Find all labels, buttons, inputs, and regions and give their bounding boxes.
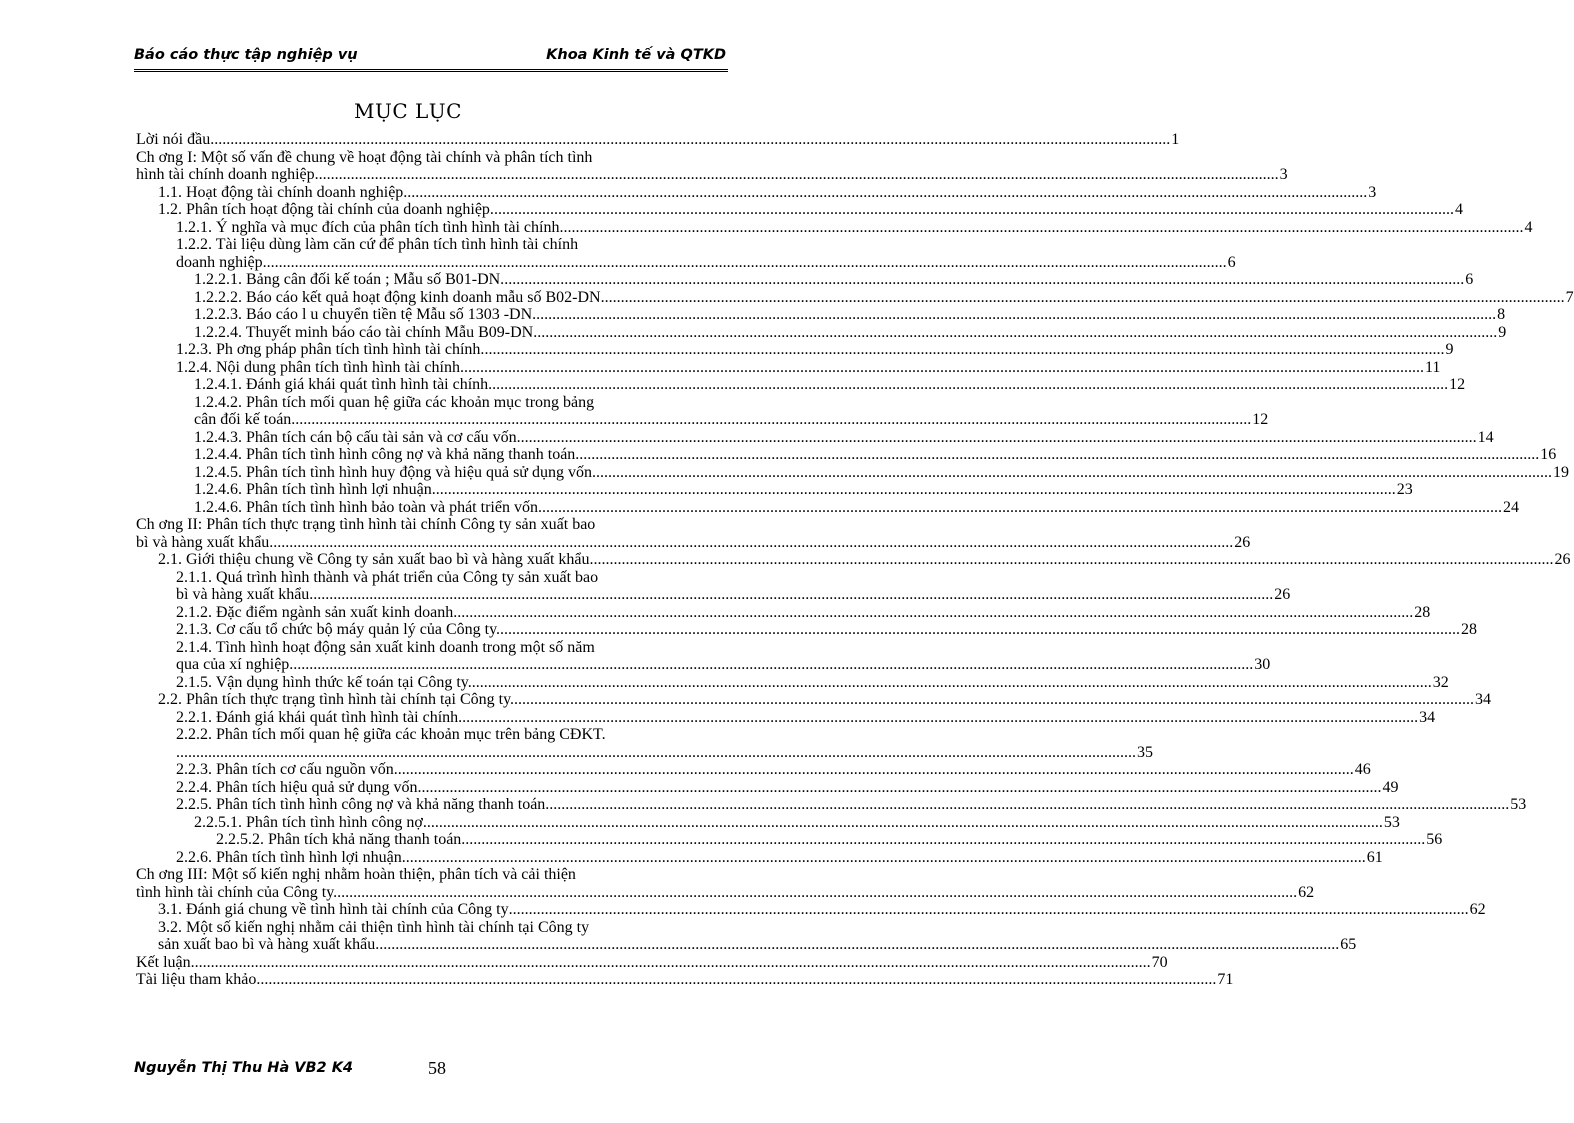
toc-dot-leader [472, 674, 1432, 692]
toc-dot-leader [509, 901, 1469, 919]
toc-dot-leader [536, 306, 1496, 324]
footer-page-number: 58 [428, 1058, 446, 1078]
toc-entry-title: 2.2. Phân tích thực trạng tình hình tài chính tại Công ty. [158, 691, 515, 708]
toc-entry-title: hình tài chính doanh nghiệp. [136, 166, 319, 183]
toc-entry[interactable] [136, 341, 1454, 359]
toc-entry-title: Tài liệu tham khảo [136, 971, 257, 988]
toc-entry[interactable] [136, 323, 1507, 342]
toc-entry-title: 1.2.4.6. Phân tích tình hình bảo toàn và phát triển vốn. [194, 498, 542, 516]
toc-entry-title-line1: Ch ơng II: Phân tích thực trạng tình hình tài chính Công ty sản xuất bao [136, 516, 596, 533]
toc-dot-leader [422, 779, 1382, 797]
toc-dot-leader [464, 359, 1424, 377]
toc-entry-title: 2.2.5.1. Phân tích tình hình công nợ [194, 813, 423, 831]
toc-entry[interactable] [136, 463, 1569, 482]
toc-entry-title: 1.2.4.3. Phân tích cán bộ cấu tài sản và cơ cấu vốn [194, 428, 517, 446]
toc-dot-leader [291, 411, 1251, 429]
toc-dot-leader [514, 691, 1474, 709]
toc-entry[interactable] [136, 796, 1527, 814]
toc-dot-leader [337, 884, 1297, 902]
toc-entry-title: 1.2.1. Ý nghĩa và mục đích của phân tích tình hình tài chính. [176, 218, 564, 236]
toc-dot-leader [594, 551, 1554, 569]
toc-entry[interactable] [136, 953, 1168, 972]
toc-entry-title-line1: 1.2.4.2. Phân tích mối quan hệ giữa các khoản mục trong bảng [194, 393, 595, 411]
toc-entry-page: 34 [1419, 708, 1436, 726]
toc-entry-page: 34 [1475, 691, 1492, 708]
toc-entry-title: 1.2. Phân tích hoạt động tài chính của doanh nghiệp. [158, 201, 494, 218]
toc-entry[interactable] [136, 603, 1431, 622]
toc-entry-title: tình hình tài chính của Công ty. [136, 883, 338, 901]
toc-entry-page: 9 [1445, 341, 1454, 358]
toc-dot-leader [210, 131, 1170, 149]
toc-entry-page: 23 [1396, 481, 1413, 498]
toc-dot-leader [319, 166, 1279, 184]
toc-entry-page: 19 [1552, 463, 1569, 481]
toc-dot-leader [517, 429, 1477, 447]
toc-entry[interactable] [136, 131, 1180, 149]
toc-entry-page: 26 [1234, 533, 1251, 551]
header-divider [134, 69, 728, 72]
toc-entry-title: 1.1. Hoạt động tài chính doanh nghiệp. [158, 183, 408, 201]
toc-entry-title-line1: 1.2.2. Tài liệu dùng làm căn cứ để phân tích tình hình tài chính [176, 236, 579, 253]
toc-entry[interactable] [136, 726, 1153, 761]
toc-entry-title: bì và hàng xuất khẩu. [176, 586, 314, 603]
toc-entry[interactable] [136, 516, 1251, 551]
toc-entry[interactable] [136, 621, 1478, 639]
footer-author: Nguyễn Thị Thu Hà VB2 K4 [134, 1060, 354, 1076]
toc-dot-leader [500, 621, 1460, 639]
toc-entry-title: Kết luận [136, 953, 191, 971]
toc-entry-title: 2.1.5. Vận dụng hình thức kế toán tại Công ty. [176, 673, 472, 691]
toc-entry-page: 62 [1298, 883, 1315, 901]
toc-entry-page: 32 [1432, 673, 1449, 691]
toc-entry[interactable] [136, 568, 1291, 604]
toc-entry-page: 53 [1383, 813, 1400, 831]
toc-entry-page: 12 [1252, 411, 1269, 428]
toc-entry-page: 12 [1449, 376, 1466, 393]
toc-dot-leader [494, 201, 1454, 219]
toc-entry-page: 16 [1540, 446, 1557, 463]
toc-entry[interactable] [136, 813, 1400, 832]
toc-entry[interactable] [136, 376, 1466, 394]
toc-entry-page: 70 [1151, 953, 1168, 971]
toc-dot-leader [313, 586, 1273, 604]
toc-entry-page: 4 [1454, 201, 1463, 218]
toc-entry[interactable] [136, 446, 1557, 464]
toc-entry[interactable] [136, 866, 1315, 901]
toc-entry-page: 9 [1498, 323, 1507, 341]
toc-entry-title: qua của xí nghiệp. [176, 656, 294, 673]
toc-entry-title: cân đối kế toán [194, 411, 292, 428]
toc-dot-leader [484, 341, 1444, 359]
toc-dot-leader [453, 604, 1413, 622]
toc-entry[interactable] [136, 236, 1236, 271]
toc-entry[interactable] [136, 971, 1234, 989]
toc-entry-title: 2.2.4. Phân tích hiệu quả sử dụng vốn. [176, 778, 422, 796]
toc-entry[interactable] [136, 201, 1463, 219]
toc-entry-page: 4 [1524, 218, 1533, 236]
toc-entry-page: 56 [1426, 831, 1443, 848]
toc-entry-title: 2.2.5.2. Phân tích khả năng thanh toán. [216, 831, 466, 848]
toc-entry-page: 6 [1227, 253, 1236, 271]
toc-entry[interactable] [136, 551, 1571, 569]
toc-entry-title-line1: 3.2. Một số kiến nghị nhằm cải thiện tình hình tài chính tại Công ty [158, 918, 590, 936]
toc-entry-title: 2.2.1. Đánh giá khái quát tình hình tài chính [176, 708, 459, 726]
toc-entry-title-line1: 2.1.4. Tình hình hoạt động sản xuất kinh doanh trong một số năm [176, 638, 595, 656]
toc-entry-page: 11 [1424, 358, 1441, 376]
toc-entry-title: 1.2.2.3. Báo cáo l u chuyển tiền tệ Mẫu số 1303 -DN. [194, 306, 537, 323]
toc-entry-title: 3.1. Đánh giá chung về tình hình tài chính của Công ty [158, 901, 509, 918]
toc-entry-title: bì và hàng xuất khẩu. [136, 533, 274, 551]
toc-dot-leader [407, 184, 1367, 202]
toc-entry[interactable] [136, 393, 1269, 429]
toc-entry-title: 1.2.4.4. Phân tích tình hình công nợ và khả năng thanh toán. [194, 446, 580, 463]
toc-entry[interactable] [136, 901, 1486, 919]
toc-entry-page: 1 [1171, 131, 1180, 148]
page-title: MỤC LỤC [354, 99, 462, 123]
toc-entry-page: 24 [1502, 498, 1519, 516]
toc-dot-leader [406, 849, 1366, 867]
toc-entry[interactable] [136, 691, 1492, 709]
toc-entry-title: 1.2.4. Nội dung phân tích tình hình tài chính. [176, 358, 464, 376]
toc-entry-title: 1.2.2.4. Thuyết minh báo cáo tài chính Mẫu B09-DN. [194, 323, 538, 341]
toc-entry-page: 65 [1340, 936, 1357, 953]
toc-entry-page: 6 [1465, 271, 1474, 288]
toc-entry[interactable] [136, 638, 1271, 674]
toc-dot-leader [458, 709, 1418, 727]
toc-dot-leader [542, 499, 1502, 517]
toc-entry-page: 49 [1382, 778, 1399, 796]
toc-entry-page: 71 [1217, 971, 1234, 988]
toc-entry-title: 1.2.3. Ph ơng pháp phân tích tình hình tài chính. [176, 341, 485, 358]
toc-entry[interactable] [136, 271, 1474, 289]
toc-entry-title: 1.2.4.5. Phân tích tình hình huy động và hiệu quả sử dụng vốn [194, 463, 592, 481]
table-of-contents [136, 131, 1574, 989]
toc-entry[interactable] [136, 848, 1383, 867]
toc-entry-page: 26 [1274, 586, 1291, 603]
toc-dot-leader [592, 464, 1552, 482]
toc-entry-page: 62 [1469, 901, 1486, 918]
toc-entry-title: sản xuất bao bì và hàng xuất khẩu. [158, 936, 380, 953]
toc-dot-leader [549, 796, 1509, 814]
header-faculty: Khoa Kinh tế và QTKD [546, 47, 726, 63]
toc-dot-leader [465, 831, 1425, 849]
toc-entry-title-line1: Ch ơng III: Một số kiến nghị nhằm hoàn thiện, phân tích và cải thiện [136, 866, 576, 883]
toc-entry-title: 1.2.2.1. Bảng cân đối kế toán ; Mẫu số B01-DN. [194, 271, 505, 288]
toc-entry-title: 2.2.3. Phân tích cơ cấu nguồn vốn [176, 761, 394, 778]
toc-entry-page: 14 [1477, 428, 1494, 446]
toc-entry[interactable] [136, 288, 1574, 307]
toc-entry[interactable] [136, 498, 1519, 517]
toc-entry-page: 3 [1368, 183, 1377, 201]
toc-dot-leader [605, 289, 1565, 307]
toc-entry-page: 46 [1354, 761, 1371, 778]
toc-entry-page: 26 [1554, 551, 1571, 568]
toc-entry-page: 61 [1366, 848, 1383, 866]
toc-entry-title-line1: 2.1.1. Quá trình hình thành và phát triển của Công ty sản xuất bao [176, 568, 599, 586]
toc-dot-leader [488, 376, 1448, 394]
toc-dot-leader [563, 219, 1523, 237]
toc-dot-leader [267, 254, 1227, 272]
toc-dot-leader [191, 954, 1151, 972]
toc-entry[interactable] [136, 918, 1357, 954]
toc-entry[interactable] [136, 428, 1494, 447]
toc-entry-title: Lời nói đầu [136, 131, 211, 148]
toc-dot-leader [394, 761, 1354, 779]
toc-dot-leader [273, 534, 1233, 552]
toc-entry[interactable] [136, 778, 1399, 797]
toc-entry[interactable] [136, 761, 1371, 779]
toc-entry-page: 28 [1414, 603, 1431, 621]
toc-entry-title: doanh nghiệp. [176, 253, 267, 271]
toc-entry[interactable] [136, 358, 1441, 377]
toc-entry[interactable] [136, 673, 1449, 692]
toc-entry[interactable] [136, 183, 1377, 202]
toc-entry-title-line1: Ch ơng I: Một số vấn đề chung về hoạt động tài chính và phân tích tình [136, 148, 593, 166]
toc-dot-leader [379, 936, 1339, 954]
toc-entry-title: 2.1.3. Cơ cấu tổ chức bộ máy quản lý của Công ty. [176, 621, 501, 638]
toc-dot-leader [504, 271, 1464, 289]
toc-entry-title: 2.2.6. Phân tích tình hình lợi nhuận. [176, 848, 406, 866]
toc-entry-title: 2.1. Giới thiệu chung về Công ty sản xuất bao bì và hàng xuất khẩu. [158, 551, 594, 568]
toc-dot-leader [537, 324, 1497, 342]
toc-dot-leader [423, 814, 1383, 832]
toc-entry-page: 8 [1497, 306, 1506, 323]
toc-entry-title: 2.2.5. Phân tích tình hình công nợ và khả năng thanh toán. [176, 796, 550, 813]
page-footer [134, 1060, 734, 1084]
toc-entry-title: 2.1.2. Đặc điểm ngành sản xuất kinh doanh [176, 603, 454, 621]
toc-entry-title: 1.2.4.1. Đánh giá khái quát tình hình tài chính [194, 376, 489, 393]
toc-entry[interactable] [136, 831, 1443, 849]
page-header [134, 47, 726, 69]
toc-entry-page: 30 [1254, 656, 1271, 673]
toc-entry-title-line1: 2.2.2. Phân tích mối quan hệ giữa các khoản mục trên bảng CĐKT. [176, 726, 606, 743]
toc-entry[interactable] [136, 708, 1436, 727]
toc-dot-leader [256, 971, 1216, 989]
header-report-title: Báo cáo thực tập nghiệp vụ [134, 47, 358, 63]
toc-entry-page: 28 [1461, 621, 1478, 638]
toc-entry-title: 1.2.2.2. Báo cáo kết quả hoạt động kinh doanh mẫu số B02-DN. [194, 288, 605, 306]
toc-entry-page: 35 [1137, 743, 1153, 761]
toc-dot-leader [176, 744, 1136, 762]
toc-dot-leader [579, 446, 1539, 464]
toc-entry-page: 53 [1510, 796, 1527, 813]
toc-entry[interactable] [136, 218, 1533, 237]
toc-dot-leader [436, 481, 1396, 499]
toc-entry-page: 7 [1565, 288, 1574, 306]
toc-entry[interactable] [136, 306, 1506, 324]
toc-entry[interactable] [136, 481, 1413, 499]
toc-entry-title: 1.2.4.6. Phân tích tình hình lợi nhuận. [194, 481, 436, 498]
toc-entry[interactable] [136, 148, 1288, 184]
toc-entry-page: 3 [1279, 166, 1288, 183]
toc-dot-leader [293, 656, 1253, 674]
